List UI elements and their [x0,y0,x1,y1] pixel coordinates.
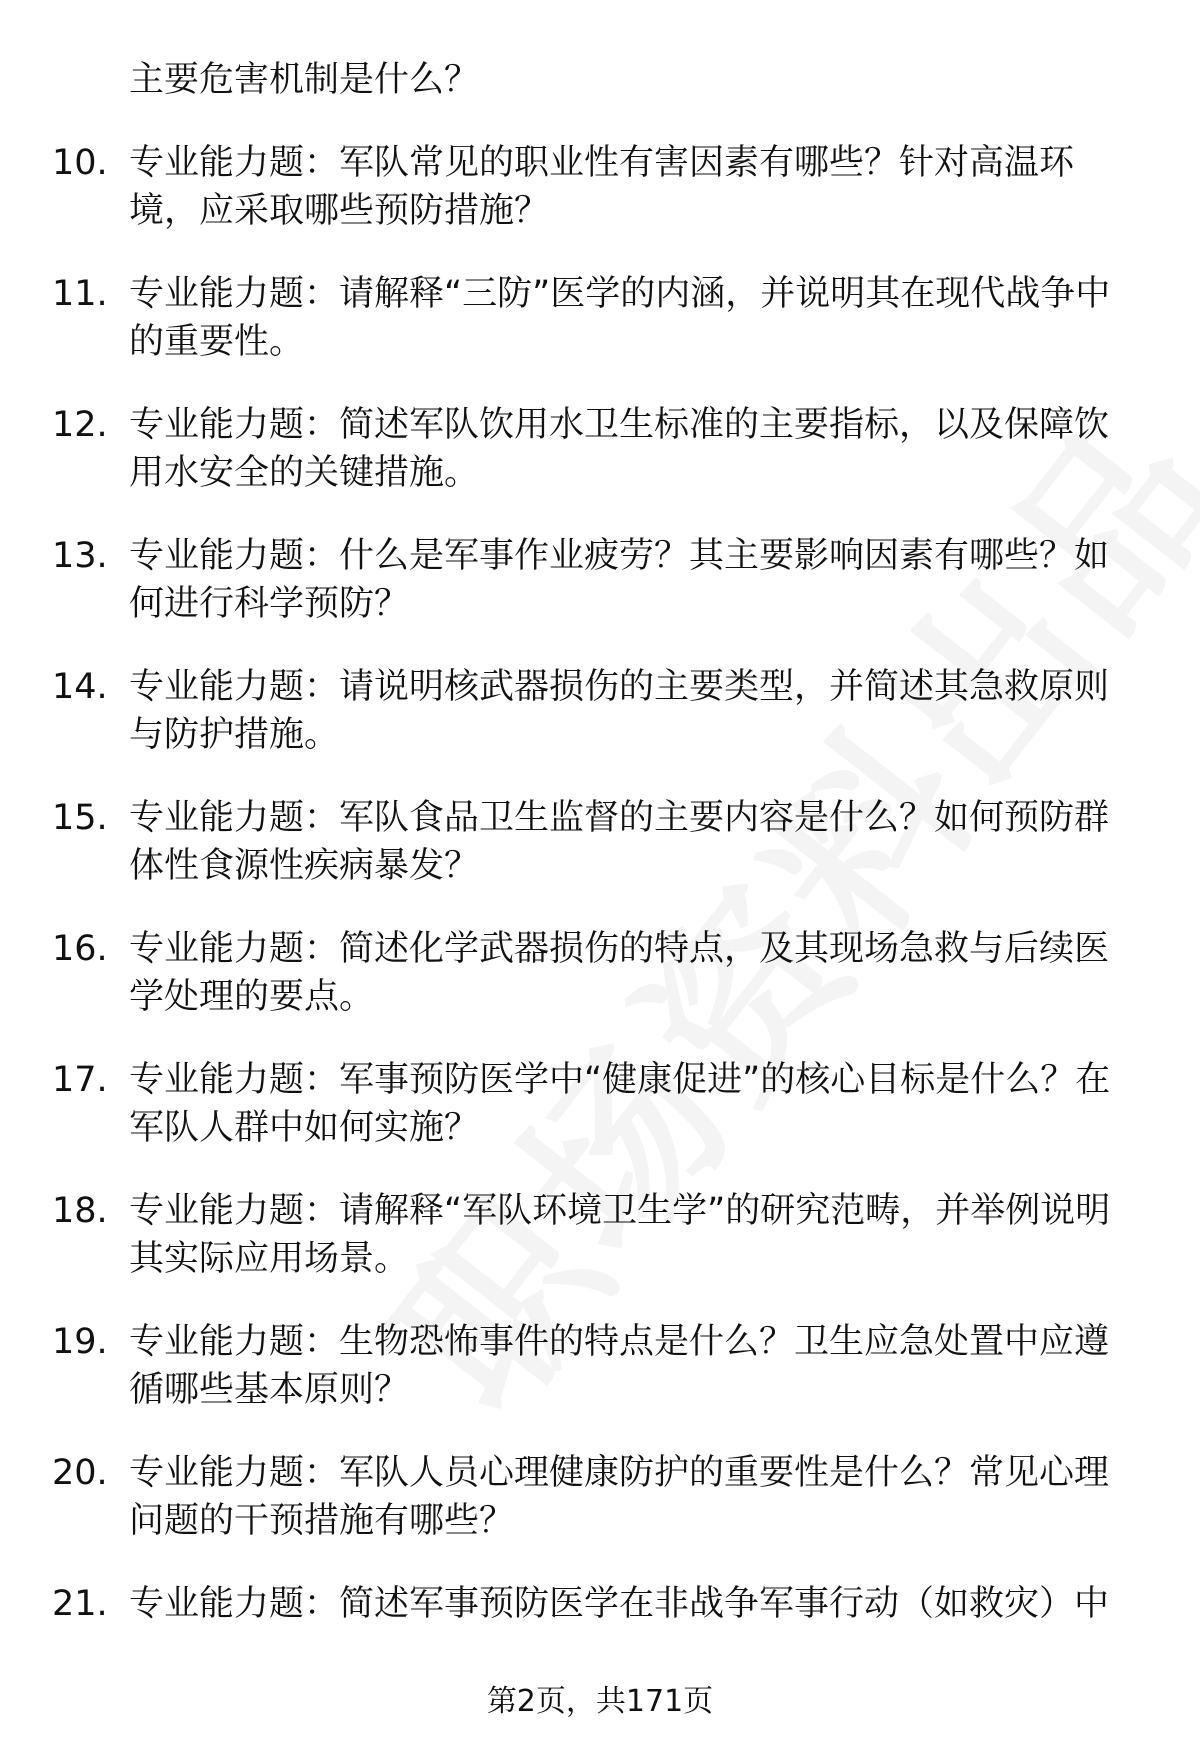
question-item [0,1187,1200,1283]
question-text: 专业能力题：军事预防医学中“健康促进”的核心目标是什么？在军队人群中如何实施？ [129,1060,1111,1148]
question-text: 专业能力题：军队人员心理健康防护的重要性是什么？常见心理问题的干预措施有哪些？ [129,1453,1110,1541]
question-item [0,401,1200,497]
question-item [0,1056,1200,1152]
question-number: 14. [52,667,108,707]
question-list [0,56,1200,1663]
question-text: 专业能力题：生物恐怖事件的特点是什么？卫生应急处置中应遵循哪些基本原则？ [129,1322,1110,1410]
question-number: 17. [52,1060,108,1100]
question-item [0,794,1200,890]
question-item [0,663,1200,759]
question-number: 10. [52,143,108,183]
question-number: 18. [52,1191,108,1231]
carry-over-text: 主要危害机制是什么？ [129,60,480,100]
question-number: 12. [52,405,108,445]
question-text: 专业能力题：什么是军事作业疲劳？其主要影响因素有哪些？如何进行科学预防？ [129,536,1110,624]
question-number: 20. [52,1453,108,1493]
question-text: 专业能力题：简述军队饮用水卫生标准的主要指标，以及保障饮用水安全的关键措施。 [129,405,1110,493]
question-number: 13. [52,536,108,576]
question-number: 19. [52,1322,108,1362]
page-footer: 第2页，共171页 [486,1684,714,1719]
question-item [0,925,1200,1021]
question-text: 专业能力题：简述军事预防医学在非战争军事行动（如救灾）中 [129,1584,1110,1624]
question-item [0,139,1200,235]
question-item [0,1318,1200,1414]
question-text: 专业能力题：请解释“三防”医学的内涵，并说明其在现代战争中的重要性。 [129,274,1111,362]
question-text: 专业能力题：军队常见的职业性有害因素有哪些？针对高温环境，应采取哪些预防措施？ [129,143,1075,231]
question-number: 11. [52,274,108,314]
question-number: 15. [52,798,108,838]
question-text: 专业能力题：请解释“军队环境卫生学”的研究范畴，并举例说明其实际应用场景。 [129,1191,1111,1279]
question-item [0,270,1200,366]
question-number: 16. [52,929,108,969]
question-item [0,532,1200,628]
question-text: 专业能力题：简述化学武器损伤的特点，及其现场急救与后续医学处理的要点。 [129,929,1110,1017]
question-text: 专业能力题：请说明核武器损伤的主要类型，并简述其急救原则与防护措施。 [129,667,1110,755]
question-text: 专业能力题：军队食品卫生监督的主要内容是什么？如何预防群体性食源性疾病暴发？ [129,798,1110,886]
question-number: 21. [52,1584,108,1624]
question-item [0,1449,1200,1545]
question-item [0,1580,1200,1628]
